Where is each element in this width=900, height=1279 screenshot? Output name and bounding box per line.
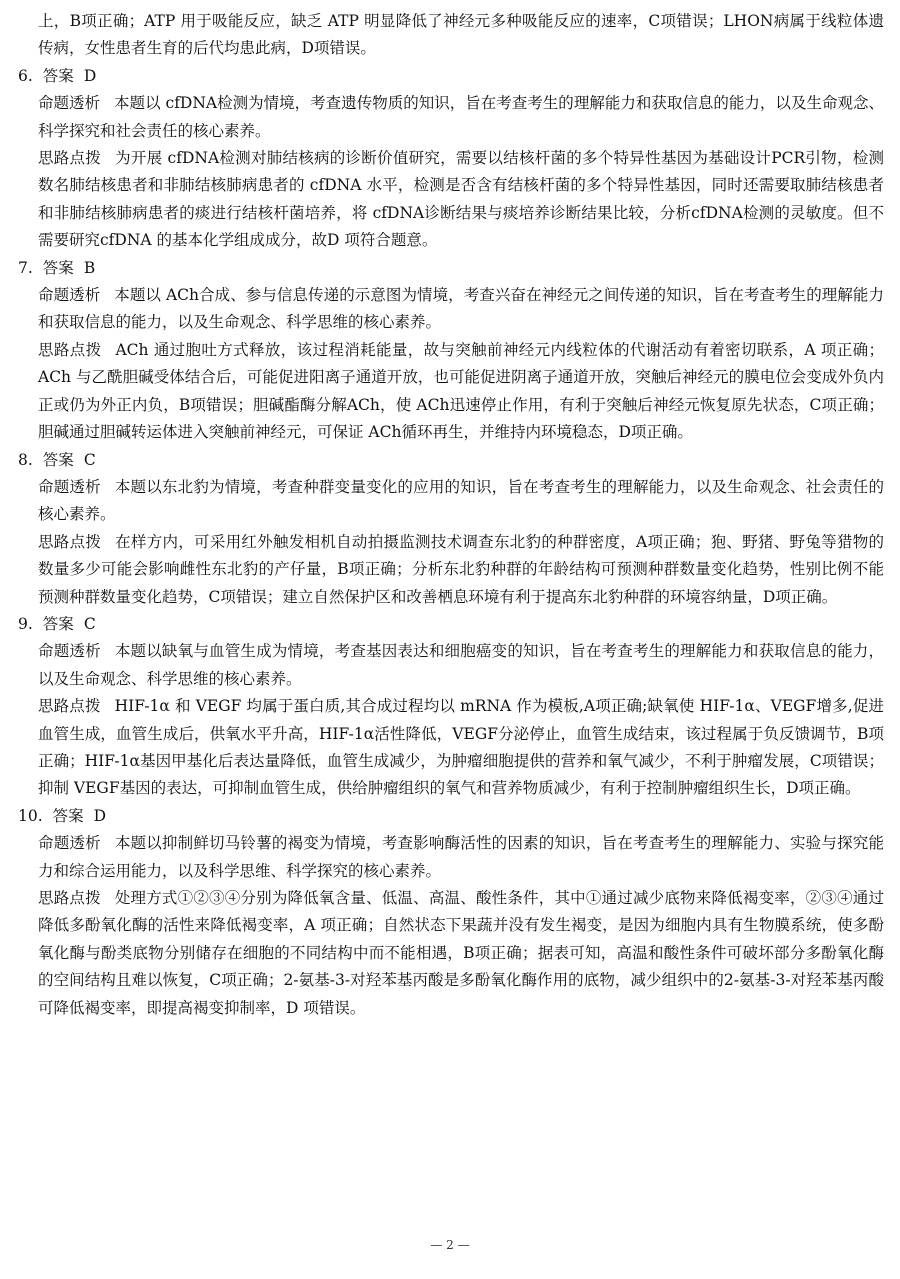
analysis-text: 本题以缺氧与血管生成为情境，考查基因表达和细胞癌变的知识，旨在考查考生的理解能力和获取信息的能力，以及生命观念、科学思维的核心素养。	[38, 642, 884, 688]
question-8	[18, 447, 884, 611]
hint-paragraph	[18, 337, 884, 447]
question-number: 6.	[18, 66, 33, 85]
hint-text: 处理方式①②③④分别为降低氧含量、低温、高温、酸性条件，其中①通过减少底物来降低褐变率，②③④通过降低多酚氧化酶的活性来降低褐变率，A 项正确；自然状态下果蔬并没有发生褐变，是因为细胞内具有生物膜系统，使多酚氧化酶与酚类底物分别储存在细胞的不同结构中而不能相遇，B项正确；据表可知，高温和酸性条件可破坏部分多酚氧化酶的空间结构且难以恢复，C项正确；2-氨基-3-对羟苯基丙酸是多酚氧化酶作用的底物，减少组织中的2-氨基-3-对羟苯基丙酸可降低褐变率，即提高褐变抑制率，D 项错误。	[38, 889, 884, 1017]
question-number: 9.	[18, 614, 33, 633]
question-number: 8.	[18, 450, 33, 469]
analysis-text: 本题以 ACh合成、参与信息传递的示意图为情境，考查兴奋在神经元之间传递的知识，旨在考查考生的理解能力和获取信息的能力，以及生命观念、科学思维的核心素养。	[38, 286, 884, 332]
answer-label: 答案	[42, 258, 74, 277]
answer-label: 答案	[42, 614, 74, 633]
analysis-paragraph	[18, 830, 884, 885]
answer-value: D	[83, 66, 97, 85]
analysis-paragraph	[18, 638, 884, 693]
hint-paragraph	[18, 693, 884, 803]
answer-page	[18, 8, 884, 1022]
answer-label: 答案	[52, 806, 84, 825]
question-number: 7.	[18, 258, 33, 277]
analysis-text: 本题以 cfDNA检测为情境，考查遗传物质的知识，旨在考查考生的理解能力和获取信息的能力，以及生命观念、科学探究和社会责任的核心素养。	[38, 94, 884, 140]
hint-text: 为开展 cfDNA检测对肺结核病的诊断价值研究，需要以结核杆菌的多个特异性基因为基础设计PCR引物，检测数名肺结核患者和非肺结核肺病患者的 cfDNA 水平，检测是否含有结核杆菌的多个特异性基因，同时还需要取肺结核患者和非肺结核肺病患者的痰进行结核杆菌培养，将 cfDNA诊断结果与痰培养诊断结果比较，分析cfDNA检测的灵敏度。但不需要研究cfDNA 的基本化学组成成分，故D 项符合题意。	[38, 149, 884, 250]
question-7	[18, 255, 884, 447]
answer-line	[18, 255, 884, 282]
analysis-label: 命题透析	[38, 286, 101, 305]
answer-value: D	[93, 806, 107, 825]
hint-text: HIF-1α 和 VEGF 均属于蛋白质,其合成过程均以 mRNA 作为模板,A项正确;缺氧使 HIF-1α、VEGF增多,促进血管生成，血管生成后，供氧水平升高，HIF-1α活性降低，VEGF分泌停止，血管生成结束，该过程属于负反馈调节，B项正确；HIF-1α基因甲基化后表达量降低，血管生成减少，为肿瘤细胞提供的营养和氧气减少，不利于肿瘤发展，C项错误；抑制 VEGF基因的表达，可抑制血管生成，供给肿瘤组织的氧气和营养物质减少，有利于控制肿瘤组织生长，D项正确。	[38, 697, 884, 798]
answer-value: B	[83, 258, 96, 277]
answer-line	[18, 447, 884, 474]
hint-label: 思路点拨	[38, 149, 102, 168]
analysis-text: 本题以东北豹为情境，考查种群变量变化的应用的知识，旨在考查考生的理解能力，以及生命观念、社会责任的核心素养。	[38, 477, 884, 524]
question-10	[18, 803, 884, 1022]
hint-text: 在样方内，可采用红外触发相机自动拍摄监测技术调查东北豹的种群密度，A项正确；狍、野猪、野兔等猎物的数量多少可能会影响雌性东北豹的产仔量，B项正确；分析东北豹种群的年龄结构可预测种群数量变化趋势，性别比例不能预测种群数量变化趋势，C项错误；建立自然保护区和改善栖息环境有利于提高东北豹种群的环境容纳量，D项正确。	[38, 532, 884, 606]
answer-label: 答案	[42, 66, 74, 85]
answer-line	[18, 611, 884, 638]
question-9	[18, 611, 884, 803]
question-number: 10.	[18, 806, 43, 825]
analysis-label: 命题透析	[38, 477, 101, 496]
analysis-label: 命题透析	[38, 834, 101, 853]
hint-text: ACh 通过胞吐方式释放，该过程消耗能量，故与突触前神经元内线粒体的代谢活动有着密切联系，A 项正确；ACh 与乙酰胆碱受体结合后，可能促进阳离子通道开放，也可能促进阴离子通道开放，突触后神经元的膜电位会变成外负内正或仍为外正内负，B项错误；胆碱酯酶分解ACh，使 ACh迅速停止作用，有利于突触后神经元恢复原先状态，C项正确；胆碱通过胆碱转运体进入突触前神经元，可保证 ACh循环再生，并维持内环境稳态，D项正确。	[38, 340, 884, 442]
hint-paragraph	[18, 529, 884, 611]
analysis-paragraph	[18, 282, 884, 337]
hint-label: 思路点拨	[38, 532, 102, 551]
question-6	[18, 63, 884, 255]
hint-label: 思路点拨	[38, 889, 101, 907]
answer-label: 答案	[42, 450, 74, 469]
answer-line	[18, 803, 884, 830]
analysis-paragraph	[18, 474, 884, 529]
answer-value: C	[83, 614, 96, 633]
intro-paragraph: 上，B项正确；ATP 用于吸能反应，缺乏 ATP 明显降低了神经元多种吸能反应的速率，C项错误；LHON病属于线粒体遗传病，女性患者生育的后代均患此病，D项错误。	[38, 12, 884, 58]
hint-label: 思路点拨	[38, 697, 101, 716]
analysis-label: 命题透析	[38, 642, 101, 661]
analysis-label: 命题透析	[38, 94, 101, 113]
answer-value: C	[83, 450, 96, 469]
hint-paragraph	[18, 885, 884, 1022]
analysis-text: 本题以抑制鲜切马铃薯的褐变为情境，考查影响酶活性的因素的知识，旨在考查考生的理解能力、实验与探究能力和综合运用能力，以及科学思维、科学探究的核心素养。	[38, 834, 884, 880]
hint-label: 思路点拨	[38, 340, 102, 359]
hint-paragraph	[18, 145, 884, 255]
analysis-paragraph	[18, 90, 884, 145]
page-number: — 2 —	[430, 1238, 470, 1252]
answer-line	[18, 63, 884, 90]
